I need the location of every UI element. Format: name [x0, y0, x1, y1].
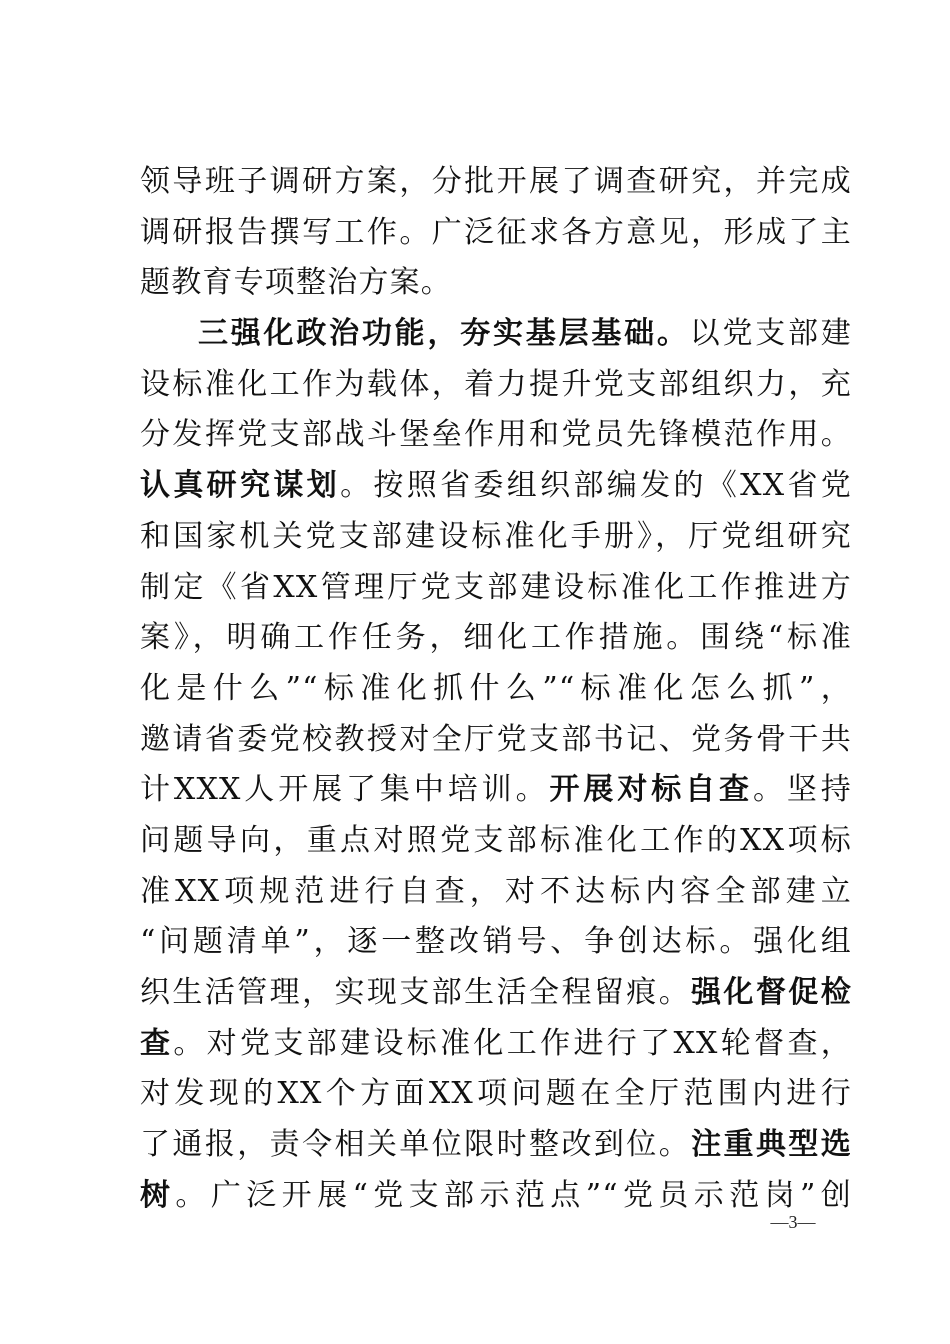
text-segment: 案》，明确工作任务，细化工作措施。围绕“标准 — [140, 620, 852, 656]
text-line — [140, 258, 852, 309]
bold-heading-segment: 强化督促检 — [691, 975, 852, 1010]
text-line — [140, 968, 852, 1019]
text-segment: 对发现的XX个方面XX项问题在全厅范围内进行 — [140, 1076, 852, 1112]
text-segment: 邀请省委党校教授对全厅党支部书记、党务骨干共 — [140, 721, 852, 757]
text-line — [140, 410, 852, 461]
bold-heading-segment: 查 — [140, 1025, 174, 1061]
text-segment: 题教育专项整治方案。 — [140, 265, 452, 301]
text-segment: 分发挥党支部战斗堡垒作用和党员先锋模范作用。 — [140, 417, 852, 453]
text-line — [140, 1171, 852, 1222]
text-segment: 制定《省XX管理厅党支部建设标准化工作推进方 — [140, 569, 852, 605]
text-line — [140, 1069, 852, 1120]
text-segment: 。对党支部建设标准化工作进行了XX轮督查， — [173, 1025, 852, 1061]
text-line — [140, 664, 852, 715]
bold-heading-segment: 认真研究谋划 — [140, 468, 341, 504]
text-segment: 领导班子调研方案，分批开展了调查研究，并完成 — [140, 164, 852, 199]
text-line — [140, 157, 852, 208]
bold-heading-segment: 树 — [140, 1177, 176, 1213]
bold-heading-segment: 开展对标自查 — [549, 772, 753, 808]
text-line — [140, 715, 852, 766]
text-segment: 和国家机关党支部建设标准化手册》，厅党组研究 — [140, 518, 852, 554]
text-line — [140, 816, 852, 867]
body-text — [140, 157, 852, 1221]
text-line — [140, 867, 852, 918]
page-number: —3— — [770, 1212, 816, 1232]
text-line — [140, 360, 852, 411]
text-line — [140, 613, 852, 664]
text-segment: 。广泛开展“党支部示范点”“党员示范岗”创 — [175, 1177, 852, 1213]
text-segment: 问题导向，重点对照党支部标准化工作的XX项标 — [140, 822, 852, 858]
text-segment: 以党支部建 — [689, 316, 853, 352]
text-line — [140, 917, 852, 968]
text-line — [140, 309, 852, 360]
bold-heading-segment: 三强化政治功能，夯实基层基础。 — [198, 316, 690, 352]
text-segment: 准XX项规范进行自查，对不达标内容全部建立 — [140, 873, 852, 909]
text-line — [140, 563, 852, 614]
text-segment: 设标准化工作为载体，着力提升党支部组织力，充 — [140, 366, 852, 402]
text-line — [140, 512, 852, 563]
text-segment: 调研报告撰写工作。广泛征求各方意见，形成了主 — [140, 214, 852, 250]
text-line — [140, 208, 852, 259]
text-segment: 。坚持 — [752, 772, 852, 808]
text-line — [140, 1019, 852, 1070]
text-segment: 了通报，责令相关单位限时整改到位。 — [140, 1127, 692, 1163]
text-line — [140, 461, 852, 512]
bold-heading-segment: 注重典型选 — [691, 1127, 852, 1163]
text-line — [140, 1120, 852, 1171]
text-line — [140, 765, 852, 816]
text-segment: 化是什么”“标准化抓什么”“标准化怎么抓”， — [140, 670, 852, 706]
text-segment: 织生活管理，实现支部生活全程留痕。 — [140, 975, 692, 1010]
text-segment: 。按照省委组织部编发的《XX省党 — [340, 468, 852, 504]
text-segment: “问题清单”，逐一整改销号、争创达标。强化组 — [140, 924, 852, 960]
text-segment: 计XXX人开展了集中培训。 — [140, 772, 550, 808]
